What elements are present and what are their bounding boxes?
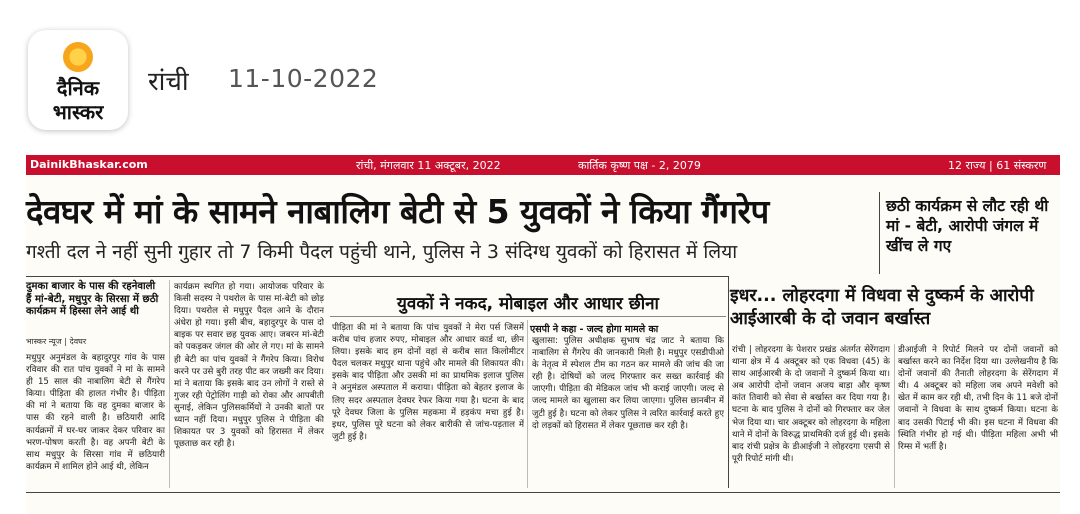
column-rule-2 [527,320,528,488]
lead-column-headline: दुमका बाजार के पास की रहनेवाली हैं मां-बेटी, मधुपुर के सिरसा में छठी कार्यक्रम में हिस्सा लेने आई थी [26,281,159,317]
screenshot-header [0,0,1080,150]
lead-byline: भास्कर न्यूज | देवघर [26,337,87,346]
bottom-rule [26,492,1060,493]
masthead-band [26,155,1060,175]
edition-date: 11-10-2022 [228,64,379,93]
section-rule [26,276,728,277]
sp-statement-headline: एसपी ने कहा - जल्द होगा मामले का [530,324,659,335]
sun-icon [63,42,93,72]
lead-side-headline: छठी कार्यक्रम से लौट रही थी मां - बेटी, आरोपी जंगल में खींच ले गए [886,197,1049,255]
dateline: रांची, मंगलवार 11 अक्टूबर, 2022 [356,159,501,172]
second-story-headline: इधर... लोहरदगा में विधवा से दुष्कर्म के आरोपी आईआरबी के दो जवान बर्खास्त [730,286,1034,329]
website-label: DainikBhaskar.com [30,158,148,171]
lead-column-1: मधुपुर अनुमंडल के बहादुरपुर गांव के पास रविवार की रात पांच युवकों ने मां के सामने ही 15 साल की नाबालिग बेटी से गैंगरेप किया। पीड़िता की हालत गंभीर है। पीड़िता की मां ने बताया कि वह दुमका बाजार के पास की रहने वाली है। छठियारी आदि कार्यक्रमों में घर-घर जाकर देकर परिवार का भरण-पोषण करती है। वह अपनी बेटी के साथ मधुपुर के सिरसा गांव में छठियारी कार्यक्रम में शामिल होने आई थी, लेकिन [26,353,165,472]
lead-column-3: पीड़िता की मां ने बताया कि पांच युवकों ने मेरा पर्स जिसमें करीब पांच हजार रुपए, मोबाइल और आधार कार्ड था, छीन लिया। इसके बाद हम दोनों वहां से करीब सात किलोमीटर पैदल चलकर मधुपुर थाना पहुंचे और मामले की शिकायत की। इसके बाद पीड़िता और उसकी मां का प्राथमिक इलाज पुलिस ने अनुमंडल अस्पताल में कराया। पीड़िता को बेहतर इलाज के लिए सदर अस्पताल देवघर रेफर किया गया है। घटना के बाद पूरे देवघर जिला के पुलिस महकमा में हड़कंप मचा हुई है। इधर, पुलिस पूरे घटना को लेकर बारीकी से जांच-पड़ताल में जुटी हुई है। [332,323,524,442]
lead-column-4: खुलासा: पुलिस अधीक्षक सुभाष चंद्र जाट ने बताया कि नाबालिग से गैंगरेप की जानकारी मिली है। मधुपुर एसडीपीओ के नेतृत्व में स्पेशल टीम का गठन कर मामले की जांच की जा रही है। दोषियों को जल्द गिरफ्तार कर सख्त कार्रवाई की जाएगी। पीड़िता की मेडिकल जांच भी कराई जाएगी। जल्द से जल्द मामले का खुलासा कर लिया जाएगा। पुलिस छानबीन में जुटी हुई है। घटना को लेकर पुलिस ने त्वरित कार्रवाई करते हुए दो लड़कों को हिरासत में लेकर पूछताछ कर रही है। [532,336,724,431]
center-subheadline: युवकों ने नकद, मोबाइल और आधार छीना [397,294,659,314]
lead-headline: देवघर में मां के सामने नाबालिग बेटी से 5 युवकों ने किया गैंगरेप [26,192,769,231]
lead-subheadline: गश्ती दल ने नहीं सुनी गुहार तो 7 किमी पैदल पहुंची थाने, पुलिस ने 3 संदिग्ध युवकों को हिरासत में लिया [26,241,738,263]
city-name: रांची [148,67,189,97]
story-divider [728,276,729,488]
lead-column-2: कार्यक्रम स्थगित हो गया। आयोजक परिवार के किसी सदस्य ने पथरोल के पास मां-बेटी को छोड़ दिया। पथरोल से मधुपुर पैदल आने के दौरान अंधेरा हो गया। इसी बीच, बहादुरपुर के पास दो बाइक पर सवार छह युवक आए। जबरन मां-बेटी को पकड़कर जंगल की ओर ले गए। मां के सामने ही बेटी का पांच युवकों ने गैंगरेप किया। विरोध करने पर उसे बुरी तरह पीट कर जख्मी कर दिया। मां ने बताया कि इसके बाद उन लोगों ने रास्ते से गुजर रही पेट्रोलिंग गाड़ी को रोका और आपबीती सुनाई, लेकिन पुलिसकर्मियों ने उनकी बातों पर ध्यान नहीं दिया। मधुपुर पुलिस ने पीड़िता की शिकायत पर 3 युवकों को हिरासत में लेकर पूछताछ कर रही है। [174,282,324,450]
logo-line1: दैनिक [56,76,100,100]
column-rule [169,280,170,488]
second-story-column-1: रांची | लोहरदगा के पेशरार प्रखंड अंतर्गत सेरेंगदाग थाना क्षेत्र में 4 अक्टूबर को एक विधवा (45) के साथ आईआरबी के दो जवानों ने दुष्कर्म किया था। अब आरोपी दोनों जवान अजय बाड़ा और कृष्ण कांत तिवारी को सेवा से बर्खास्त कर दिया गया है। घटना के बाद पुलिस ने दोनों को गिरफ्तार कर जेल भेज दिया था। चार अक्टूबर को लोहरदगा के महिला थाने में दोनों के विरुद्ध प्राथमिकी दर्ज हुई थी। इसके बाद रांची प्रक्षेत्र के डीआईजी ने लोहरदगा एसपी से पूरी रिपोर्ट मांगी थी। [732,345,890,464]
headline-divider [879,192,880,274]
center-rule [330,316,726,317]
logo-line2: भास्कर [52,100,104,124]
column-rule-3 [894,344,895,488]
second-story-column-2: डीआईजी ने रिपोर्ट मिलने पर दोनों जवानों को बर्खास्त करने का निर्देश दिया था। उल्लेखनीय है कि दोनों जवानों की तैनाती लोहरदगा के सेरेंगदाग में थी। 4 अक्टूबर को महिला जब अपने मवेशी को खेत में काम कर रही थी, तभी दिन के 11 बजे दोनों जवानों ने विधवा के साथ दुष्कर्म किया। घटना के बाद उसकी पिटाई भी की। इस घटना में विधवा की स्थिति गंभीर हो गई थी। पीड़िता महिला अभी भी रिम्स में भर्ती है। [898,345,1058,452]
dainik-bhaskar-logo[interactable] [28,30,128,130]
edition-count: 12 राज्य | 61 संस्करण [948,159,1047,172]
hindu-calendar-date: कार्तिक कृष्ण पक्ष - 2, 2079 [578,159,701,172]
